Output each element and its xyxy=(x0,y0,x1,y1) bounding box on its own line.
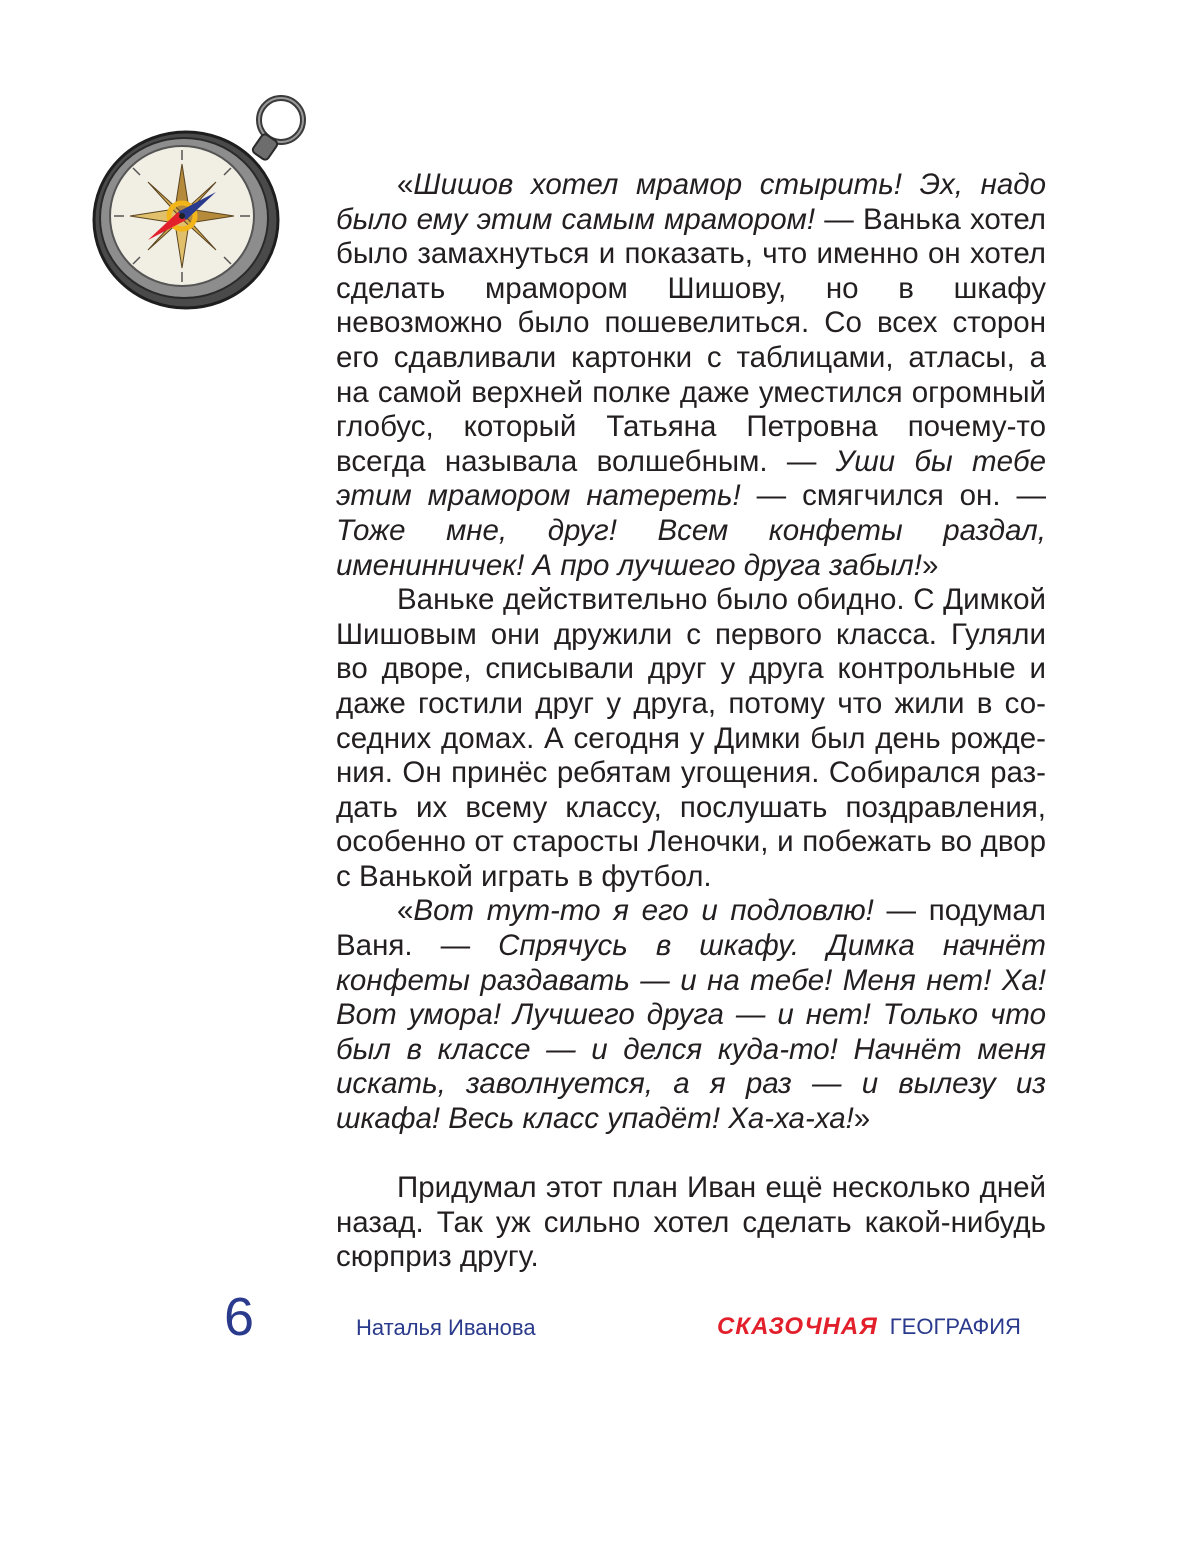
italic-text: Вот тут-то я его и подловлю! xyxy=(413,894,874,928)
paragraph xyxy=(336,583,1046,894)
text-run: » xyxy=(921,548,939,582)
paragraph xyxy=(336,894,1046,1136)
page-number: 6 xyxy=(224,1287,255,1347)
story-text xyxy=(336,168,1046,1275)
series-title-blue: ГЕОГРАФИЯ xyxy=(889,1314,1021,1339)
text-run: — Ванька хотел было замахнуться и показать, что именно он хотел сделать мрамором Шишову, но в шкафу невозможно было пошевелиться. Со всех сторон его сдавливали картонки с таблицами, атласы, а на самой верхней полке даже уместился огромный глобус, который Татьяна Петровна почему-то всегда называла волшебным. — xyxy=(336,202,1046,478)
italic-text: Тоже мне, друг! Всем конфеты раздал, именинничек! А про лучшего друга забыл! xyxy=(336,513,1046,582)
paragraph xyxy=(336,1171,1046,1275)
italic-text: Шишов хотел мрамор стырить! Эх, надо было ему этим самым мрамором! xyxy=(336,168,1046,236)
page-footer xyxy=(0,1285,1193,1365)
text-run: « xyxy=(397,168,414,201)
author-name: Наталья Иванова xyxy=(356,1315,536,1340)
series-title-red: СКАЗОЧНАЯ xyxy=(717,1313,878,1340)
compass-illustration xyxy=(88,92,323,317)
text-run: « xyxy=(397,894,414,928)
italic-text: Уши бы тебе этим мрамором натереть! xyxy=(336,444,1046,513)
italic-text: Спрячусь в шкафу. Димка начнёт конфеты раздавать — и на тебе! Меня нет! Ха! Вот умора! Лучшего друга — и нет! Только что был в классе — и делся куда-то! Начнёт меня искать, заволнуется, а я раз — и вылезу из шкафа! Весь класс упадёт! Ха-ха-ха! xyxy=(336,929,1047,1136)
text-run: — смягчился он. — xyxy=(740,479,1046,513)
text-run: Придумал этот план Иван ещё несколько дней назад. Так уж сильно хотел сделать какой-нибудь сюрприз другу. xyxy=(336,1171,1046,1274)
series-title xyxy=(717,1313,1021,1341)
text-run: — подумал Ваня. — xyxy=(336,894,1046,963)
text-run: » xyxy=(853,1102,871,1136)
text-run: Ваньке действительно было обидно. С Димкой Шишовым они дружили с первого класса. Гуляли во дворе, списывали друг у друга контрольные и даже гостили друг у друга, потому что жили в соседних домах. А сегодня у Димки был день рождения. Он принёс ребятам угощения. Собирался раздать их всему классу, послушать поздравления, особенно от старосты Леночки, и побежать во двор с Ванькой играть в футбол. xyxy=(336,583,1046,893)
paragraph xyxy=(336,168,1046,583)
